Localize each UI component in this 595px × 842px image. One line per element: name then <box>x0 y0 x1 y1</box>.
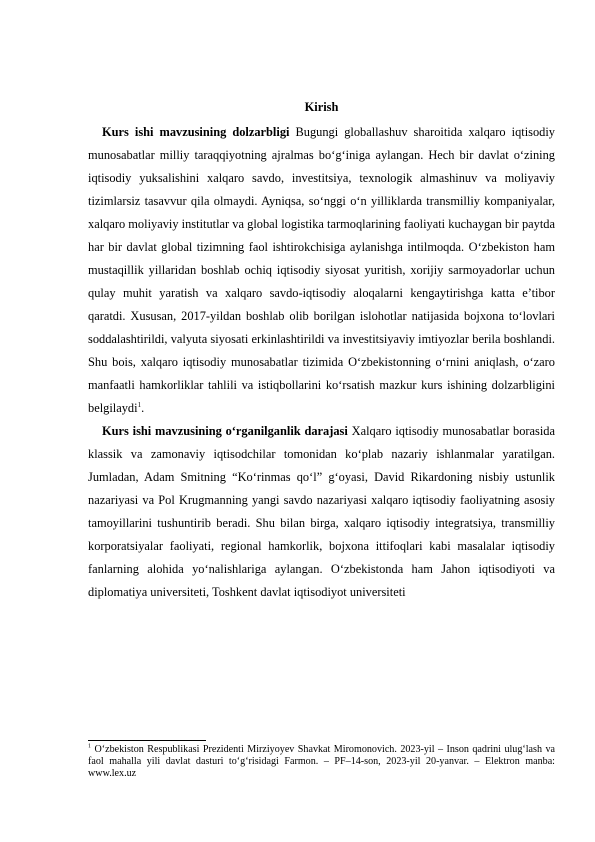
study-level-text: Xalqaro iqtisodiy munosabatlar borasida klassik va zamonaviy iqtisodchilar tomonidan ko‘plab nazariy ishlanmalar yaratilgan. Jumladan, Adam Smitning “Ko‘rinmas qo‘l” g‘oyasi, David Rikardoning nisbiy ustunlik nazariyasi va Pol Krugmanning yangi savdo nazariyasi xalqaro iqtisodiy faoliyatning asosiy tamoyillarini tushuntirib beradi. Shu bilan birga, xalqaro iqtisodiy integratsiya, transmilliy korporatsiyalar faoliyati, regional hamkorlik, bojxona ittifoqlari kabi masalalar iqtisodiy fanlarning alohida yo‘nalishlariga aylangan. O‘zbekistonda ham Jahon iqtisodiyoti va diplomatiya universiteti, Toshkent davlat iqtisodiyot universiteti <box>88 424 555 599</box>
paragraph-relevance <box>88 121 555 420</box>
footnote-reference[interactable]: 1 <box>137 400 142 409</box>
footnote <box>88 744 555 780</box>
paragraph-study-level <box>88 420 555 604</box>
relevance-heading: Kurs ishi mavzusining dolzarbligi <box>102 125 290 139</box>
footnote-separator <box>88 740 206 741</box>
study-level-heading: Kurs ishi mavzusining o‘rganilganlik darajasi <box>102 424 348 438</box>
page-title: Kirish <box>304 100 339 114</box>
relevance-end: . <box>141 401 145 415</box>
footnote-number: 1 <box>88 743 91 750</box>
relevance-text: Bugungi globallashuv sharoitida xalqaro iqtisodiy munosabatlar milliy taraqqiyotning ajralmas bo‘g‘iniga aylangan. Hech bir davlat o‘zining iqtisodiy yuksalishini xalqaro savdo, investitsiya, texnologik almashinuv va moliyaviy tizimlarsiz tasavvur qila olmaydi. Ayniqsa, so‘nggi o‘n yilliklarda transmilliy kompaniyalar, xalqaro moliyaviy institutlar va global logistika tarmoqlarining faoliyati kuchaygan bir paytda har bir davlat global tizimning faol ishtirokchisiga aylanishga intilmoqda. O‘zbekiston ham mustaqillik yillaridan boshlab ochiq iqtisodiy siyosat yuritish, xorijiy sarmoyadorlar uchun qulay muhit yaratish va xalqaro savdo-iqtisodiy aloqalarni kengaytirishga katta e’tibor qaratdi. Xususan, 2017-yildan boshlab olib borilgan islohotlar natijasida bojxona to‘lovlari soddalashtirildi, valyuta siyosati erkinlashtirildi va investitsiyaviy imtiyozlar berila boshlandi. Shu bois, xalqaro iqtisodiy munosabatlar tizimida O‘zbekistonning o‘rnini aniqlash, o‘zaro manfaatli hamkorliklar tahlili va istiqbollarini ko‘rsatish mazkur kurs ishining dolzarbligini belgilaydi <box>88 125 555 415</box>
footnote-text: O‘zbekiston Respublikasi Prezidenti Mirziyoyev Shavkat Miromonovich. 2023-yil – Inson qadrini ulug‘lash va faol mahalla yili davlat dasturi to‘g‘risidagi Farmon. – PF–14-son, 2023-yil 20-yanvar. – Elektron manba: www.lex.uz <box>88 744 555 779</box>
document-body <box>88 96 555 604</box>
